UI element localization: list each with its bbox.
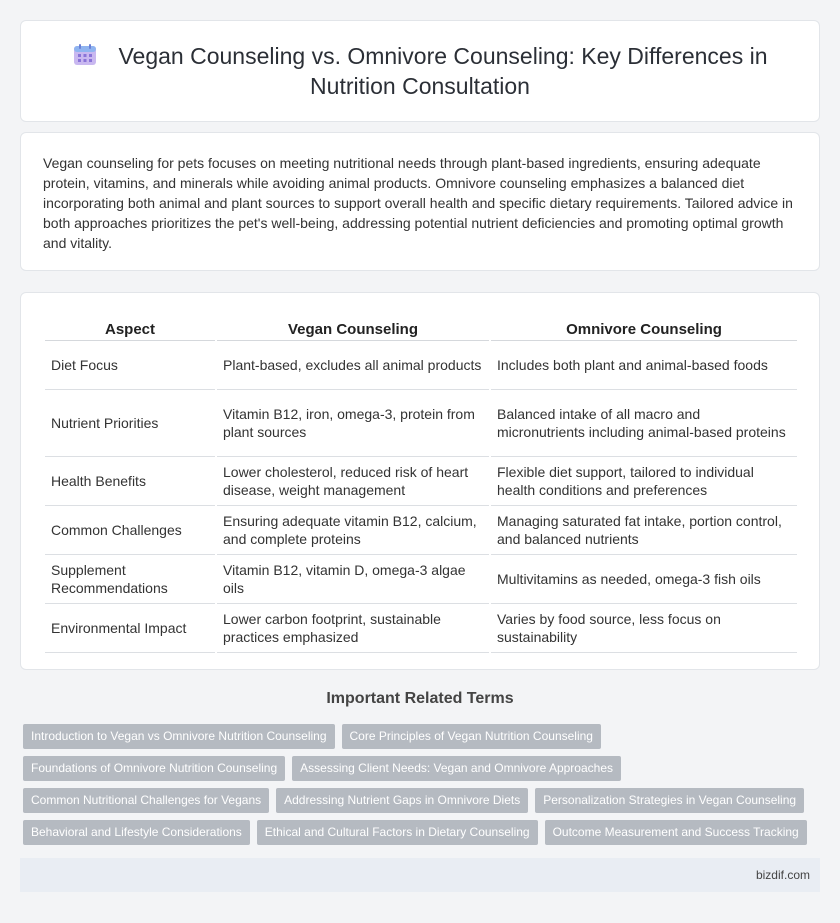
page-title-text: Vegan Counseling vs. Omnivore Counseling: Key Differences in Nutrition Consultation xyxy=(118,43,768,99)
table-cell-omnivore: Multivitamins as needed, omega-3 fish oils xyxy=(491,555,797,604)
intro-paragraph: Vegan counseling for pets focuses on meeting nutritional needs through plant-based ingredients, ensuring adequate protein, vitamins, and minerals while avoiding animal products. Omnivore counseling emphasizes a balanced diet incorporating both animal and plant sources to support overall health and specific dietary requirements. Tailored advice in both approaches prioritizes the pet's well-being, addressing potential nutrient deficiencies and promoting optimal growth and vitality. xyxy=(43,155,793,251)
related-terms-title: Important Related Terms xyxy=(326,690,514,707)
column-header-vegan: Vegan Counseling xyxy=(217,315,489,341)
table-cell-vegan: Ensuring adequate vitamin B12, calcium, and complete proteins xyxy=(217,506,489,555)
table-cell-omnivore: Includes both plant and animal-based foods xyxy=(491,341,797,390)
table-cell-vegan: Plant-based, excludes all animal products xyxy=(217,341,489,390)
table-cell-omnivore: Managing saturated fat intake, portion control, and balanced nutrients xyxy=(491,506,797,555)
table-cell-aspect: Environmental Impact xyxy=(45,604,215,653)
related-terms-list xyxy=(23,724,823,852)
intro-card xyxy=(20,132,820,271)
table-cell-vegan: Vitamin B12, iron, omega-3, protein from plant sources xyxy=(217,390,489,457)
related-term-tag[interactable]: Foundations of Omnivore Nutrition Counseling xyxy=(23,756,285,781)
table-row xyxy=(45,506,797,555)
related-term-tag[interactable]: Outcome Measurement and Success Tracking xyxy=(545,820,807,845)
calendar-icon xyxy=(72,43,98,67)
table-cell-aspect: Health Benefits xyxy=(45,457,215,506)
table-cell-aspect: Nutrient Priorities xyxy=(45,390,215,457)
table-row xyxy=(45,390,797,457)
table-row xyxy=(45,604,797,653)
table-cell-vegan: Lower cholesterol, reduced risk of heart disease, weight management xyxy=(217,457,489,506)
related-term-tag[interactable]: Introduction to Vegan vs Omnivore Nutrition Counseling xyxy=(23,724,335,749)
table-row xyxy=(45,457,797,506)
comparison-table-card xyxy=(20,292,820,670)
column-header-omnivore: Omnivore Counseling xyxy=(491,315,797,341)
page-title xyxy=(51,41,789,101)
related-term-tag[interactable]: Common Nutritional Challenges for Vegans xyxy=(23,788,269,813)
related-term-tag[interactable]: Behavioral and Lifestyle Considerations xyxy=(23,820,250,845)
table-cell-vegan: Vitamin B12, vitamin D, omega-3 algae oils xyxy=(217,555,489,604)
comparison-table xyxy=(43,315,799,653)
table-cell-omnivore: Balanced intake of all macro and micronutrients including animal-based proteins xyxy=(491,390,797,457)
related-term-tag[interactable]: Personalization Strategies in Vegan Counseling xyxy=(535,788,804,813)
header-card xyxy=(20,20,820,122)
related-term-tag[interactable]: Ethical and Cultural Factors in Dietary Counseling xyxy=(257,820,538,845)
tag-row xyxy=(23,724,823,749)
table-cell-aspect: Common Challenges xyxy=(45,506,215,555)
tag-row xyxy=(23,756,823,781)
tag-row xyxy=(23,820,823,845)
table-cell-omnivore: Flexible diet support, tailored to individual health conditions and preferences xyxy=(491,457,797,506)
table-cell-aspect: Supplement Recommendations xyxy=(45,555,215,604)
related-term-tag[interactable]: Assessing Client Needs: Vegan and Omnivore Approaches xyxy=(292,756,621,781)
table-header-row xyxy=(45,315,797,341)
related-term-tag[interactable]: Core Principles of Vegan Nutrition Counseling xyxy=(342,724,601,749)
footer-site-link[interactable]: bizdif.com xyxy=(755,868,810,882)
table-row xyxy=(45,555,797,604)
table-cell-aspect: Diet Focus xyxy=(45,341,215,390)
footer xyxy=(20,858,820,892)
table-cell-vegan: Lower carbon footprint, sustainable practices emphasized xyxy=(217,604,489,653)
column-header-aspect: Aspect xyxy=(45,315,215,341)
table-cell-omnivore: Varies by food source, less focus on sustainability xyxy=(491,604,797,653)
tag-row xyxy=(23,788,823,813)
table-row xyxy=(45,341,797,390)
related-term-tag[interactable]: Addressing Nutrient Gaps in Omnivore Diets xyxy=(276,788,528,813)
